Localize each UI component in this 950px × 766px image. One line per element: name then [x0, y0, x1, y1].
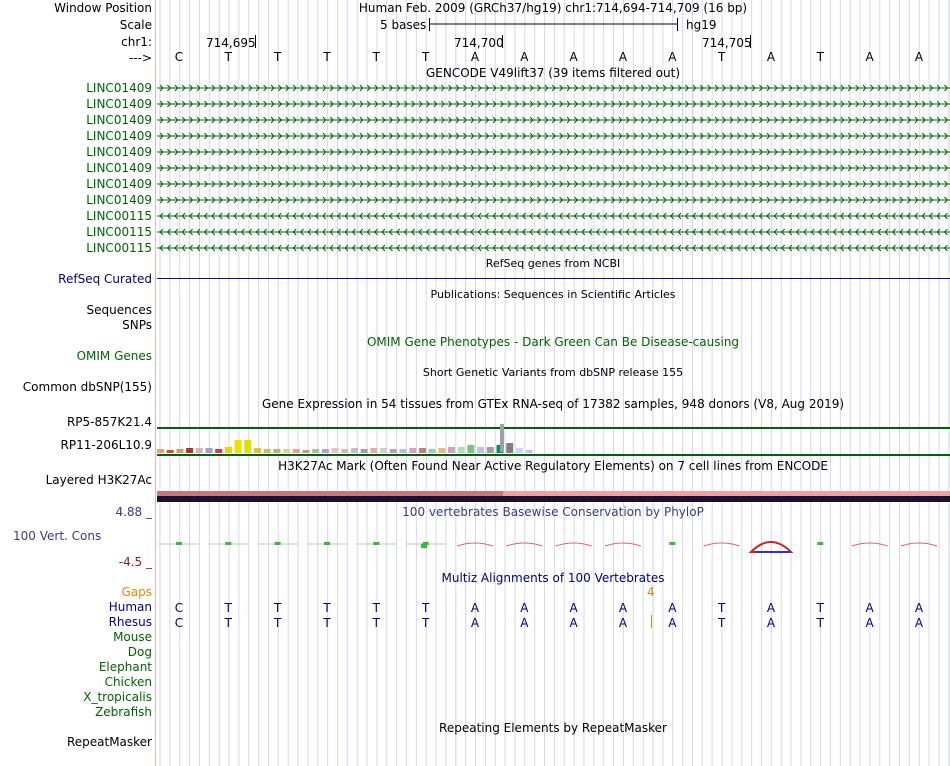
gtex-tissue-bar: [448, 447, 455, 453]
sequence-base: T: [224, 50, 232, 64]
phylop-value: [324, 542, 330, 545]
sequence-base: A: [520, 50, 529, 64]
gtex-tissue-bar: [322, 449, 329, 453]
phylop-value: [669, 542, 675, 545]
dbsnp-label[interactable]: Common dbSNP(155): [22, 380, 152, 394]
gtex-tissue-bar: [438, 448, 445, 453]
gencode-item-label[interactable]: LINC01409: [86, 97, 152, 111]
rmsk-label[interactable]: RepeatMasker: [66, 735, 152, 749]
phylop-value: [506, 543, 542, 546]
sequence-base: A: [618, 50, 628, 64]
gaps-label[interactable]: Gaps: [121, 585, 152, 599]
gtex-tissue-bar: [273, 449, 280, 453]
sequence-base: T: [421, 50, 430, 64]
gencode-item-label[interactable]: LINC01409: [86, 129, 152, 143]
phylop-value: [817, 542, 823, 545]
gtex-tissue-bar: [361, 449, 368, 453]
sequences-label[interactable]: Sequences: [86, 303, 152, 317]
alignment-base: A: [865, 616, 874, 630]
snps-label[interactable]: SNPs: [122, 318, 152, 332]
sequence-base: A: [766, 50, 776, 64]
gtex-gene-label[interactable]: RP5-857K21.4: [66, 415, 152, 429]
gtex-tissue-bar: [477, 447, 484, 453]
gtex-tissue-bar: [380, 448, 387, 453]
h3k27ac-label[interactable]: Layered H3K27Ac: [45, 473, 152, 487]
chrom-label: chr1:: [121, 35, 152, 49]
multiz-track-title[interactable]: Multiz Alignments of 100 Vertebrates: [441, 571, 665, 585]
alignment-base: A: [470, 601, 480, 615]
gencode-item-label[interactable]: LINC00115: [86, 209, 152, 223]
h3k27ac-track-title[interactable]: H3K27Ac Mark (Often Found Near Active Regulatory Elements) on 7 cell lines from ENCODE: [278, 459, 828, 473]
gtex-tissue-bar: [176, 449, 183, 453]
omim-genes-label[interactable]: OMIM Genes: [76, 349, 152, 363]
refseq-track-title[interactable]: RefSeq genes from NCBI: [485, 257, 621, 270]
gtex-tissue-bar: [390, 449, 397, 453]
strand-label: --->: [128, 51, 152, 65]
alignment-base: T: [717, 601, 726, 615]
scale-text: 5 bases: [380, 18, 427, 32]
alignment-base: C: [174, 616, 184, 630]
alignment-base: T: [372, 616, 380, 630]
sequence-base: T: [717, 50, 726, 64]
gencode-item-label[interactable]: LINC00115: [86, 241, 152, 255]
phylop-value: [457, 543, 493, 546]
alignment-base: T: [273, 601, 282, 615]
phylop-value: [373, 542, 379, 545]
sequence-base: T: [372, 50, 380, 64]
gtex-tissue-bar: [467, 445, 474, 453]
alignment-base: A: [766, 616, 776, 630]
alignment-base: A: [865, 601, 874, 615]
alignment-base: A: [618, 616, 628, 630]
sequence-base: C: [174, 50, 184, 64]
sequence-base: T: [273, 50, 282, 64]
gtex-tissue-bar: [303, 450, 310, 453]
gtex-tissue-bar: [341, 449, 348, 453]
sequence-base: A: [569, 50, 578, 64]
alignment-base: A: [668, 616, 677, 630]
gtex-tissue-bar: [215, 449, 222, 453]
species-label[interactable]: Chicken: [104, 675, 152, 689]
gtex-tissue-bar: [157, 449, 164, 453]
phylop-value: [225, 542, 231, 545]
coord-tick-label: 714,700: [454, 36, 504, 50]
dbsnp-track-title[interactable]: Short Genetic Variants from dbSNP release 155: [422, 366, 684, 379]
species-label[interactable]: Elephant: [98, 660, 152, 674]
phylop-track-title[interactable]: 100 vertebrates Basewise Conservation by PhyloP: [402, 505, 704, 519]
alignment-base: A: [569, 616, 578, 630]
gtex-tissue-bar: [264, 449, 271, 453]
gencode-item-label[interactable]: LINC01409: [86, 81, 152, 95]
sequence-base: T: [323, 50, 331, 64]
alignment-base: A: [520, 616, 529, 630]
species-label[interactable]: Human: [108, 600, 152, 614]
gtex-tissue-bar: [500, 424, 504, 452]
species-label[interactable]: Dog: [127, 645, 152, 659]
gtex-tissue-bar: [419, 448, 426, 453]
gtex-tissue-bar: [487, 447, 494, 453]
species-label[interactable]: Mouse: [113, 630, 152, 644]
gencode-item-label[interactable]: LINC01409: [86, 145, 152, 159]
gtex-tissue-bar: [196, 448, 203, 453]
alignment-base: C: [174, 601, 184, 615]
alignment-base: T: [421, 616, 430, 630]
alignment-base: T: [372, 601, 380, 615]
gtex-tissue-bar: [332, 448, 339, 453]
gap-count: 4: [647, 585, 655, 599]
h3k27ac-signal: [157, 496, 950, 502]
gtex-tissue-bar: [516, 448, 523, 453]
alignment-base: T: [224, 601, 232, 615]
alignment-base: A: [470, 616, 480, 630]
gtex-tissue-bar: [400, 449, 407, 453]
gtex-tissue-bar: [506, 443, 513, 453]
h3k27ac-signal: [157, 491, 503, 496]
alignment-base: A: [766, 601, 776, 615]
phylop-value: [176, 542, 182, 545]
scale-db: hg19: [686, 18, 717, 32]
phylop-min-label: -4.5 _: [118, 555, 152, 569]
species-label[interactable]: X_tropicalis: [83, 690, 152, 704]
alignment-base: A: [914, 601, 924, 615]
refseq-curated-label[interactable]: RefSeq Curated: [58, 272, 152, 286]
gtex-tissue-bar: [186, 448, 193, 453]
gtex-tissue-bar: [235, 440, 242, 453]
rmsk-track-title[interactable]: Repeating Elements by RepeatMasker: [439, 721, 667, 735]
coord-tick-label: 714,695: [206, 36, 256, 50]
alignment-base: T: [323, 616, 331, 630]
sequence-base: A: [865, 50, 874, 64]
gtex-tissue-bar: [351, 448, 358, 453]
gtex-tissue-bar: [312, 449, 319, 453]
gencode-track-title[interactable]: GENCODE V49lift37 (39 items filtered out): [425, 66, 680, 80]
gencode-item-label[interactable]: LINC00115: [86, 225, 152, 239]
phylop-label[interactable]: 100 Vert. Cons: [13, 529, 102, 543]
alignment-base: T: [224, 616, 232, 630]
gencode-item-label[interactable]: LINC01409: [86, 193, 152, 207]
phylop-max-label: 4.88 _: [115, 505, 152, 519]
gtex-tissue-bar: [526, 450, 533, 453]
phylop-value: [421, 544, 427, 548]
gtex-tissue-bar: [458, 447, 465, 453]
gtex-tissue-bar: [206, 448, 213, 453]
phylop-value: [275, 542, 281, 545]
alignment-base: A: [914, 616, 924, 630]
assembly-title: Human Feb. 2009 (GRCh37/hg19) chr1:714,694-714,709 (16 bp): [358, 1, 748, 15]
gencode-item-label[interactable]: LINC01409: [86, 177, 152, 191]
omim-track-title[interactable]: OMIM Gene Phenotypes - Dark Green Can Be Disease-causing: [366, 335, 740, 349]
gtex-tissue-bar: [370, 448, 377, 453]
alignment-base: T: [273, 616, 282, 630]
sequence-base: T: [816, 50, 824, 64]
gtex-tissue-bar: [429, 449, 436, 453]
gencode-item-label[interactable]: LINC01409: [86, 113, 152, 127]
sequence-base: A: [668, 50, 677, 64]
alignment-base: T: [816, 601, 824, 615]
gtex-tissue-bar: [244, 440, 251, 453]
alignment-base: A: [520, 601, 529, 615]
species-label[interactable]: Zebrafish: [95, 705, 152, 719]
alignment-base: T: [816, 616, 824, 630]
gtex-tissue-bar: [225, 447, 232, 453]
gtex-tissue-bar: [254, 448, 261, 453]
gtex-tissue-bar: [293, 449, 300, 453]
window-position-label: Window Position: [54, 1, 152, 15]
alignment-base: T: [421, 601, 430, 615]
gtex-tissue-bar: [409, 448, 416, 453]
gencode-item-label[interactable]: LINC01409: [86, 161, 152, 175]
sequence-base: A: [470, 50, 480, 64]
gtex-gene-label[interactable]: RP11-206L10.9: [60, 438, 152, 452]
gtex-tissue-bar: [167, 450, 174, 453]
alignment-base: A: [569, 601, 578, 615]
gtex-track-title[interactable]: Gene Expression in 54 tissues from GTEx RNA-seq of 17382 samples, 948 donors (V8, Aug 2019): [261, 397, 845, 411]
pubs-track-title[interactable]: Publications: Sequences in Scientific Articles: [430, 288, 676, 301]
alignment-base: A: [668, 601, 677, 615]
scale-label: Scale: [119, 18, 152, 32]
alignment-base: T: [323, 601, 331, 615]
gtex-tissue-bar: [283, 449, 290, 453]
sequence-base: A: [914, 50, 924, 64]
alignment-base: A: [618, 601, 628, 615]
coord-tick-label: 714,705: [702, 36, 752, 50]
species-label[interactable]: Rhesus: [108, 615, 152, 629]
alignment-base: T: [717, 616, 726, 630]
